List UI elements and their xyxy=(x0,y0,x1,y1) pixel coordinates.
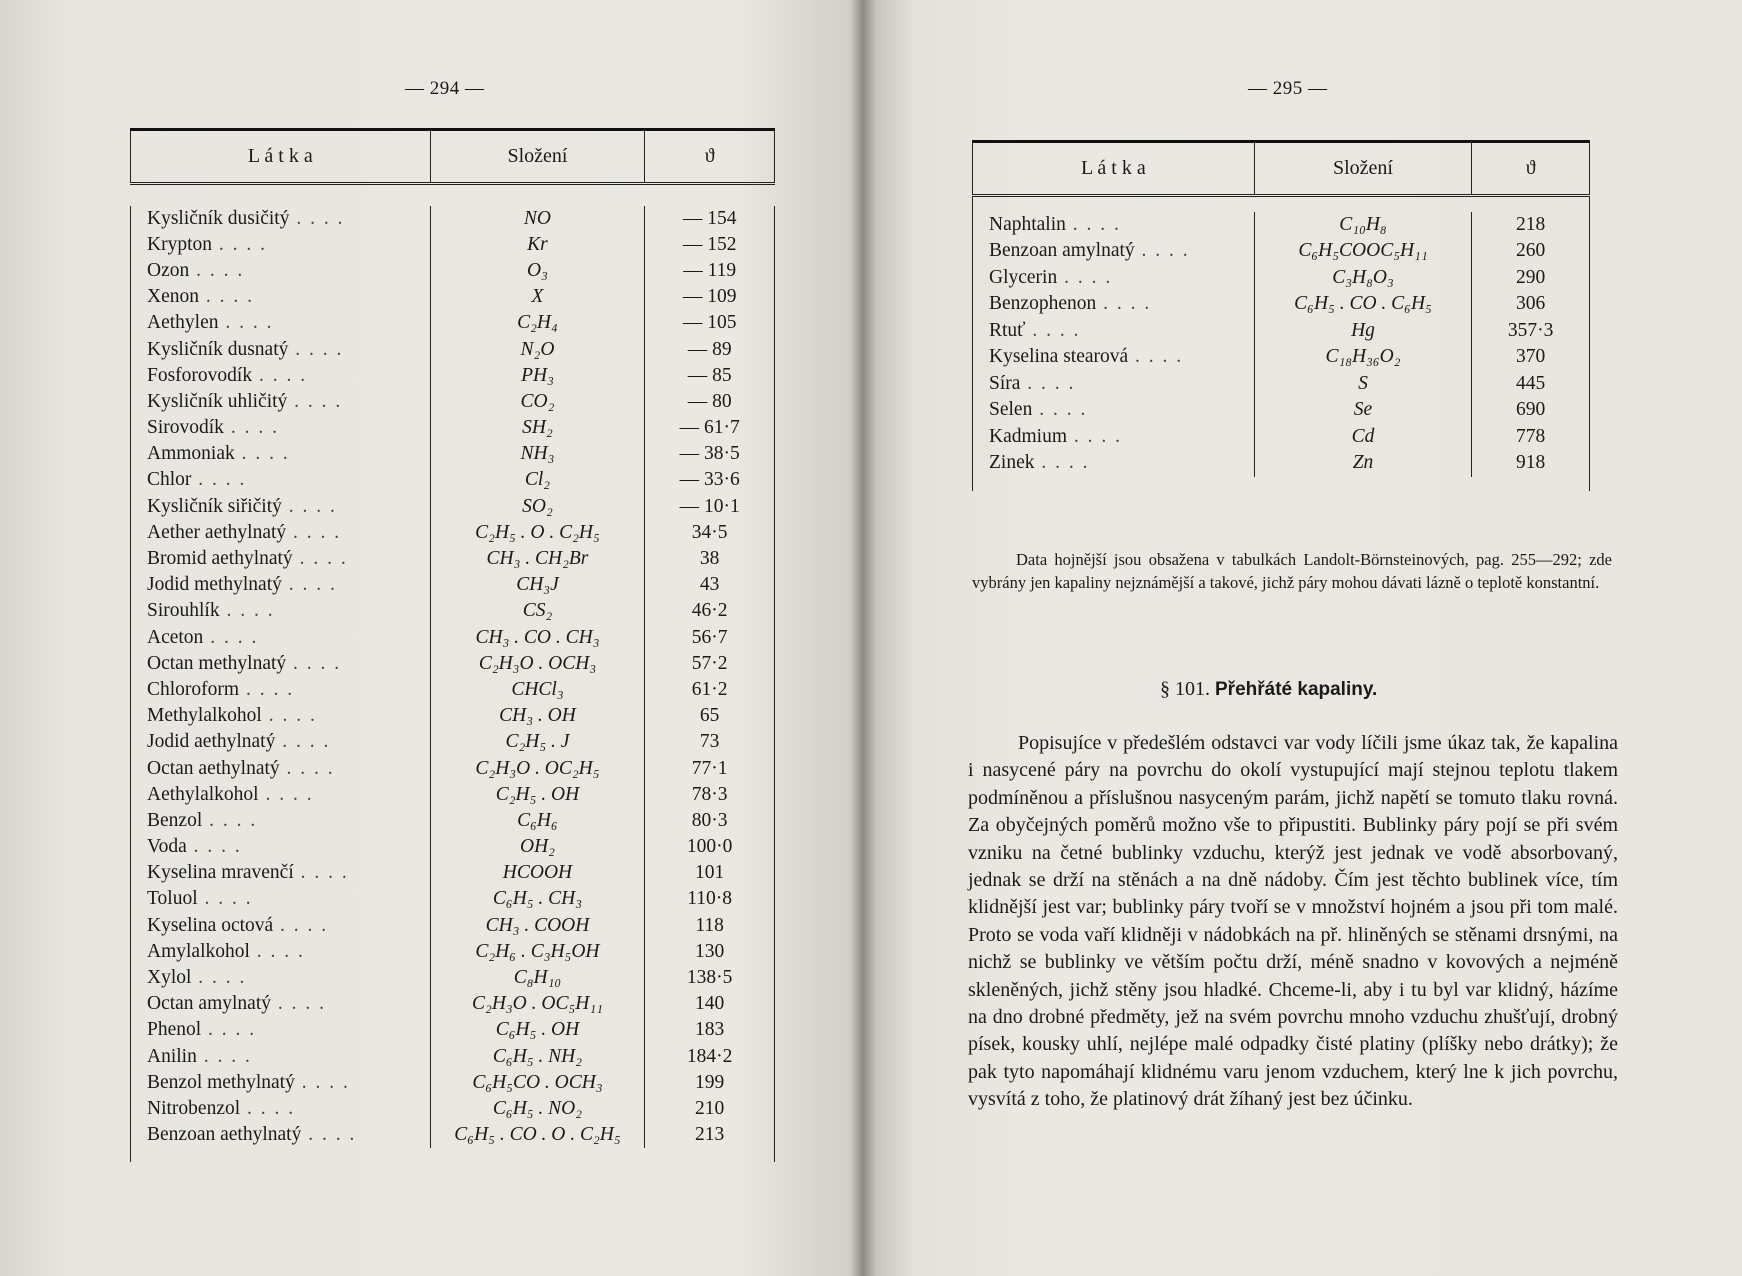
book-gutter xyxy=(850,0,876,1276)
substance-name xyxy=(131,939,431,965)
composition-formula: O₃ xyxy=(430,258,645,284)
substance-name xyxy=(131,232,431,258)
boiling-temperature: 184·2 xyxy=(645,1044,775,1070)
substance-name xyxy=(131,991,431,1017)
substance-name-text: Kyselina octová xyxy=(147,914,274,936)
table-footnote xyxy=(972,548,1612,594)
dot-leader: . . . . xyxy=(286,652,342,674)
dot-leader: . . . . xyxy=(240,1097,296,1119)
table-row xyxy=(131,782,775,808)
composition-formula: CO₂ xyxy=(430,389,645,415)
composition-formula: C₂H₄ xyxy=(430,310,645,336)
substance-name-text: Aethylalkohol xyxy=(147,783,259,805)
substance-name-text: Ozon xyxy=(147,259,190,281)
substance-name xyxy=(973,344,1255,371)
substance-name xyxy=(131,389,431,415)
substance-name-text: Kysličník dusnatý xyxy=(147,338,289,360)
boiling-temperature: — 80 xyxy=(645,389,775,415)
composition-formula: SO₂ xyxy=(430,494,645,520)
table-row xyxy=(131,913,775,939)
substance-name xyxy=(131,729,431,755)
substance-name xyxy=(131,258,431,284)
substance-name-text: Rtuť xyxy=(989,319,1026,341)
substance-name xyxy=(131,625,431,651)
table-row xyxy=(973,291,1590,318)
boiling-temperature: 65 xyxy=(645,703,775,729)
composition-formula: PH₃ xyxy=(430,363,645,389)
table-row xyxy=(131,572,775,598)
boiling-temperature: 218 xyxy=(1472,212,1590,239)
substance-name-text: Chlor xyxy=(147,469,192,491)
dot-leader: . . . . xyxy=(294,1071,350,1093)
boiling-temperature: — 105 xyxy=(645,310,775,336)
substance-name-text: Kysličník uhličitý xyxy=(147,390,288,412)
substance-name xyxy=(131,808,431,834)
composition-formula: C₂H₃O . OC₂H₅ xyxy=(430,755,645,781)
composition-formula: C₈H₁₀ xyxy=(430,965,645,991)
composition-formula: C₆H₅ . NH₂ xyxy=(430,1044,645,1070)
substance-name xyxy=(131,703,431,729)
dot-leader: . . . . xyxy=(197,888,253,910)
boiling-temperature: 306 xyxy=(1472,291,1590,318)
composition-formula: C₁₀H₈ xyxy=(1254,212,1472,239)
composition-formula: Se xyxy=(1254,397,1472,424)
substance-name-text: Glycerin xyxy=(989,266,1058,288)
substance-name-text: Benzol methylnatý xyxy=(147,1071,295,1093)
dot-leader: . . . . xyxy=(288,338,344,360)
substance-name-text: Octan amylnatý xyxy=(147,993,271,1015)
boiling-temperature: — 152 xyxy=(645,232,775,258)
substance-name xyxy=(973,291,1255,318)
section-number: § 101. xyxy=(1160,678,1210,700)
composition-formula: S xyxy=(1254,371,1472,398)
substance-name-text: Xenon xyxy=(147,286,199,308)
table-row xyxy=(131,1122,775,1148)
section-heading xyxy=(1160,678,1377,701)
substance-name xyxy=(973,212,1255,239)
substance-name-text: Jodid methylnatý xyxy=(147,574,282,596)
table-row xyxy=(131,206,775,232)
dot-leader: . . . . xyxy=(275,731,331,753)
substance-name-text: Sirouhlík xyxy=(147,600,220,622)
substance-name-text: Methylalkohol xyxy=(147,705,262,727)
substance-name-text: Krypton xyxy=(147,233,212,255)
dot-leader: . . . . xyxy=(1057,266,1113,288)
boiling-temperature: 357·3 xyxy=(1472,318,1590,345)
composition-formula: C₂H₅ . O . C₂H₅ xyxy=(430,520,645,546)
dot-leader: . . . . xyxy=(261,705,317,727)
table-row xyxy=(131,965,775,991)
substance-name xyxy=(131,1017,431,1043)
dot-leader: . . . . xyxy=(191,469,247,491)
table-row xyxy=(973,265,1590,292)
table-row xyxy=(131,625,775,651)
table-row xyxy=(131,441,775,467)
table-row xyxy=(131,703,775,729)
page-number-left: — 294 — xyxy=(405,78,485,99)
substance-name xyxy=(131,1044,431,1070)
substance-name-text: Zinek xyxy=(989,452,1035,474)
table-row xyxy=(131,520,775,546)
table-row xyxy=(131,336,775,362)
composition-formula: C₆H₅ . OH xyxy=(430,1017,645,1043)
table-row xyxy=(131,363,775,389)
composition-formula: C₂H₃O . OC₅H₁₁ xyxy=(430,991,645,1017)
table-row xyxy=(131,310,775,336)
table-row xyxy=(131,991,775,1017)
table-row xyxy=(973,318,1590,345)
table-row xyxy=(973,450,1590,477)
substance-name xyxy=(131,310,431,336)
composition-formula: CH₃ . OH xyxy=(430,703,645,729)
table-row xyxy=(131,284,775,310)
substance-name xyxy=(131,598,431,624)
substance-name-text: Amylalkohol xyxy=(147,940,250,962)
composition-formula: C₆H₅ . CO . C₆H₅ xyxy=(1254,291,1472,318)
composition-formula: CH₃ . CH₂Br xyxy=(430,546,645,572)
substance-name-text: Bromid aethylnatý xyxy=(147,548,293,570)
dot-leader: . . . . xyxy=(279,757,335,779)
table-row xyxy=(131,389,775,415)
boiling-temperature: 183 xyxy=(645,1017,775,1043)
substance-name xyxy=(131,913,431,939)
substance-name-text: Kyselina stearová xyxy=(989,346,1129,368)
substance-name-text: Voda xyxy=(147,836,187,858)
composition-formula: X xyxy=(430,284,645,310)
table-row xyxy=(131,467,775,493)
dot-leader: . . . . xyxy=(289,207,345,229)
boiling-temperature: 210 xyxy=(645,1096,775,1122)
page-number-right: — 295 — xyxy=(1248,78,1328,99)
dot-leader: . . . . xyxy=(239,678,295,700)
substance-name xyxy=(131,284,431,310)
table-row xyxy=(131,834,775,860)
dot-leader: . . . . xyxy=(1032,399,1088,421)
substance-name xyxy=(131,834,431,860)
composition-formula: C₆H₅ . CO . O . C₂H₅ xyxy=(430,1122,645,1148)
boiling-temperature: 130 xyxy=(645,939,775,965)
boiling-temperature: 78·3 xyxy=(645,782,775,808)
substance-name xyxy=(973,265,1255,292)
dot-leader: . . . . xyxy=(201,1019,257,1041)
dot-leader: . . . . xyxy=(1065,213,1121,235)
substance-name xyxy=(131,1096,431,1122)
boiling-temperature: 57·2 xyxy=(645,651,775,677)
dot-leader: . . . . xyxy=(1067,425,1122,447)
substance-name xyxy=(131,1122,431,1148)
table-row xyxy=(131,1096,775,1122)
boiling-temperature: 290 xyxy=(1472,265,1590,292)
substance-name xyxy=(131,965,431,991)
boiling-temperature: 918 xyxy=(1472,450,1590,477)
substance-name-text: Jodid aethylnatý xyxy=(147,731,276,753)
composition-formula: Kr xyxy=(430,232,645,258)
composition-formula: C₆H₆ xyxy=(430,808,645,834)
composition-formula: N₂O xyxy=(430,336,645,362)
boiling-temperature: 100·0 xyxy=(645,834,775,860)
dot-leader: . . . . xyxy=(1034,452,1090,474)
substance-name xyxy=(973,424,1255,451)
substance-name xyxy=(131,1070,431,1096)
substance-name-text: Nitrobenzol xyxy=(147,1097,241,1119)
substance-name-text: Kyselina mravenčí xyxy=(147,862,294,884)
boiling-temperature: 690 xyxy=(1472,397,1590,424)
boiling-temperature: 46·2 xyxy=(645,598,775,624)
header-substance: L á t k a xyxy=(131,130,431,184)
boiling-temperature: 370 xyxy=(1472,344,1590,371)
boiling-temperature: 118 xyxy=(645,913,775,939)
substance-name-text: Phenol xyxy=(147,1019,202,1041)
dot-leader: . . . . xyxy=(202,809,258,831)
boiling-temperature: 80·3 xyxy=(645,808,775,834)
dot-leader: . . . . xyxy=(281,495,337,517)
composition-formula: CH₃ . COOH xyxy=(430,913,645,939)
boiling-temperature: 101 xyxy=(645,860,775,886)
body-paragraph xyxy=(968,730,1618,1114)
table-row xyxy=(131,494,775,520)
header-substance: L á t k a xyxy=(973,142,1255,196)
substance-name-text: Aether aethylnatý xyxy=(147,521,287,543)
boiling-temperature: — 10·1 xyxy=(645,494,775,520)
boiling-temperature: — 61·7 xyxy=(645,415,775,441)
composition-formula: C₆H₅COOC₅H₁₁ xyxy=(1254,238,1472,265)
composition-formula: C₃H₈O₃ xyxy=(1254,265,1472,292)
composition-formula: SH₂ xyxy=(430,415,645,441)
table-row xyxy=(131,415,775,441)
composition-formula: Cl₂ xyxy=(430,467,645,493)
composition-formula: NO xyxy=(430,206,645,232)
substance-name xyxy=(131,860,431,886)
boiling-point-table-left xyxy=(130,128,775,1162)
substance-name-text: Toluol xyxy=(147,888,198,910)
substance-name-text: Aethylen xyxy=(147,312,219,334)
table-row xyxy=(973,212,1590,239)
substance-name xyxy=(131,782,431,808)
substance-name xyxy=(973,238,1255,265)
composition-formula: C₂H₆ . C₃H₅OH xyxy=(430,939,645,965)
dot-leader: . . . . xyxy=(249,940,305,962)
substance-name-text: Anilin xyxy=(147,1045,197,1067)
boiling-temperature: 38 xyxy=(645,546,775,572)
dot-leader: . . . . xyxy=(189,259,245,281)
substance-name-text: Benzophenon xyxy=(989,293,1097,315)
boiling-temperature: 140 xyxy=(645,991,775,1017)
dot-leader: . . . . xyxy=(293,862,349,884)
substance-name-text: Kadmium xyxy=(989,425,1067,447)
boiling-temperature: 213 xyxy=(645,1122,775,1148)
boiling-temperature: 73 xyxy=(645,729,775,755)
boiling-temperature: — 38·5 xyxy=(645,441,775,467)
boiling-temperature: — 109 xyxy=(645,284,775,310)
dot-leader: . . . . xyxy=(196,1045,252,1067)
header-temperature: ϑ xyxy=(1472,142,1590,196)
substance-name xyxy=(131,546,431,572)
dot-leader: . . . . xyxy=(1020,372,1076,394)
substance-name xyxy=(973,371,1255,398)
composition-formula: Zn xyxy=(1254,450,1472,477)
substance-name xyxy=(973,450,1255,477)
substance-name-text: Kysličník siřičitý xyxy=(147,495,282,517)
substance-name xyxy=(131,336,431,362)
composition-formula: CH₃ . CO . CH₃ xyxy=(430,625,645,651)
table-row xyxy=(131,546,775,572)
boiling-point-table-right xyxy=(972,140,1590,491)
boiling-temperature: 43 xyxy=(645,572,775,598)
dot-leader: . . . . xyxy=(212,233,267,255)
substance-name-text: Chloroform xyxy=(147,678,240,700)
substance-name-text: Sirovodík xyxy=(147,417,224,439)
substance-name-text: Kysličník dusičitý xyxy=(147,207,290,229)
dot-leader: . . . . xyxy=(258,783,314,805)
paragraph-text: Popisujíce v předešlém odstavci var vody líčili jsme úkaz tak, že kapalina i nasycené páry na povrchu do okolí vystupující mají stejnou teplotu tlakem podmíněnou a příslušnou nasyceným parám, jichž napětí se tomuto tlaku rovná. Za obyčejných poměrů možno vše to připustiti. Bublinky páry pojí se při svém vzniku na četné bublinky vzduchu, kterýž jest jednak ve vodě absorbovaný, jednak se drží na stěnách a na dně nádoby. Čím jest těchto bublinek více, tím klidnější jest var; bublinky páry tvoří se v množství hojném a jsou při tom malé. Proto se voda vaří klidněji v nádobkách na př. hliněných se stěnami drsnými, na nichž se bublinky ve větším počtu drží, méně snadno v kovových a nejméně skleněných, jichž stěny jsou hladké. Chceme-li, aby i tu byl var klidný, házíme na dno drobné předměty, jež na svém povrchu mnoho vzduchu zhušťují, drobný písek, kousky uhlí, nejlépe malé odpadky čisté platiny (plíšky nebo drátky); že pak tyto napomáhají klidnému varu jenom vzduchem, který lne k jich povrchu, vysvítá z toho, že platinový drát žíhaný jest bez účinku. xyxy=(968,732,1618,1111)
composition-formula: HCOOH xyxy=(430,860,645,886)
substance-name-text: Naphtalin xyxy=(989,213,1066,235)
dot-leader: . . . . xyxy=(1134,240,1190,262)
table-row xyxy=(131,755,775,781)
dot-leader: . . . . xyxy=(287,390,343,412)
table-row xyxy=(131,939,775,965)
dot-leader: . . . . xyxy=(271,993,326,1015)
header-composition: Složení xyxy=(1254,142,1472,196)
boiling-temperature: 260 xyxy=(1472,238,1590,265)
composition-formula: C₆H₅CO . OCH₃ xyxy=(430,1070,645,1096)
dot-leader: . . . . xyxy=(199,286,254,308)
dot-leader: . . . . xyxy=(1025,319,1081,341)
dot-leader: . . . . xyxy=(191,967,247,989)
dot-leader: . . . . xyxy=(281,574,337,596)
composition-formula: Hg xyxy=(1254,318,1472,345)
table-row xyxy=(131,1017,775,1043)
composition-formula: C₂H₅ . OH xyxy=(430,782,645,808)
boiling-temperature: 199 xyxy=(645,1070,775,1096)
composition-formula: C₆H₅ . CH₃ xyxy=(430,886,645,912)
substance-name-text: Fosforovodík xyxy=(147,364,253,386)
composition-formula: OH₂ xyxy=(430,834,645,860)
composition-formula: C₆H₅ . NO₂ xyxy=(430,1096,645,1122)
section-title: Přehřáté kapaliny. xyxy=(1215,679,1378,700)
dot-leader: . . . . xyxy=(286,521,342,543)
composition-formula: CS₂ xyxy=(430,598,645,624)
substance-name xyxy=(131,415,431,441)
table-row xyxy=(973,371,1590,398)
substance-name xyxy=(131,206,431,232)
table-row xyxy=(131,232,775,258)
table-row xyxy=(131,808,775,834)
substance-name-text: Benzoan aethylnatý xyxy=(147,1124,302,1146)
substance-name xyxy=(131,677,431,703)
dot-leader: . . . . xyxy=(234,443,290,465)
boiling-temperature: — 33·6 xyxy=(645,467,775,493)
substance-name-text: Aceton xyxy=(147,626,204,648)
substance-name xyxy=(131,494,431,520)
dot-leader: . . . . xyxy=(186,836,242,858)
table-row xyxy=(131,886,775,912)
boiling-temperature: 56·7 xyxy=(645,625,775,651)
boiling-temperature: 138·5 xyxy=(645,965,775,991)
dot-leader: . . . . xyxy=(219,600,275,622)
dot-leader: . . . . xyxy=(203,626,259,648)
substance-name-text: Ammoniak xyxy=(147,443,235,465)
table-row xyxy=(131,1070,775,1096)
boiling-temperature: 110·8 xyxy=(645,886,775,912)
dot-leader: . . . . xyxy=(273,914,329,936)
substance-name xyxy=(131,467,431,493)
dot-leader: . . . . xyxy=(1128,346,1184,368)
dot-leader: . . . . xyxy=(292,548,348,570)
boiling-temperature: — 85 xyxy=(645,363,775,389)
substance-name-text: Xylol xyxy=(147,967,192,989)
dot-leader: . . . . xyxy=(252,364,308,386)
composition-formula: CHCl₃ xyxy=(430,677,645,703)
substance-name-text: Síra xyxy=(989,372,1021,394)
composition-formula: NH₃ xyxy=(430,441,645,467)
table-row xyxy=(131,677,775,703)
substance-name xyxy=(973,397,1255,424)
composition-formula: C₂H₅ . J xyxy=(430,729,645,755)
composition-formula: CH₃J xyxy=(430,572,645,598)
boiling-temperature: — 119 xyxy=(645,258,775,284)
dot-leader: . . . . xyxy=(223,417,279,439)
substance-name xyxy=(131,520,431,546)
substance-name xyxy=(973,318,1255,345)
boiling-temperature: 445 xyxy=(1472,371,1590,398)
boiling-temperature: 778 xyxy=(1472,424,1590,451)
boiling-temperature: — 89 xyxy=(645,336,775,362)
substance-name xyxy=(131,572,431,598)
dot-leader: . . . . xyxy=(301,1124,357,1146)
substance-name-text: Selen xyxy=(989,399,1033,421)
boiling-temperature: 61·2 xyxy=(645,677,775,703)
table-row xyxy=(131,729,775,755)
substance-name-text: Octan aethylnatý xyxy=(147,757,280,779)
composition-formula: C₂H₃O . OCH₃ xyxy=(430,651,645,677)
substance-name-text: Octan methylnatý xyxy=(147,652,287,674)
header-temperature: ϑ xyxy=(645,130,775,184)
table-row xyxy=(131,258,775,284)
substance-name xyxy=(131,441,431,467)
dot-leader: . . . . xyxy=(218,312,274,334)
substance-name xyxy=(131,886,431,912)
table-row xyxy=(973,238,1590,265)
footnote-text: Data hojnější jsou obsažena v tabulkách Landolt-Börnsteinových, pag. 255—292; zde vybrány jen kapaliny nejznámější a takové, jichž páry mohou dávati lázně o teplotě konstantní. xyxy=(972,550,1612,592)
substance-name xyxy=(131,363,431,389)
table-row xyxy=(131,651,775,677)
boiling-temperature: — 154 xyxy=(645,206,775,232)
substance-name-text: Benzoan amylnatý xyxy=(989,240,1135,262)
dot-leader: . . . . xyxy=(1096,293,1152,315)
table-row xyxy=(973,397,1590,424)
table-row xyxy=(973,424,1590,451)
header-composition: Složení xyxy=(430,130,645,184)
table-row xyxy=(131,598,775,624)
boiling-temperature: 77·1 xyxy=(645,755,775,781)
substance-name-text: Benzol xyxy=(147,809,203,831)
substance-name xyxy=(131,651,431,677)
composition-formula: C₁₈H₃₆O₂ xyxy=(1254,344,1472,371)
table-row xyxy=(131,860,775,886)
composition-formula: Cd xyxy=(1254,424,1472,451)
table-row xyxy=(973,344,1590,371)
table-row xyxy=(131,1044,775,1070)
boiling-temperature: 34·5 xyxy=(645,520,775,546)
substance-name xyxy=(131,755,431,781)
